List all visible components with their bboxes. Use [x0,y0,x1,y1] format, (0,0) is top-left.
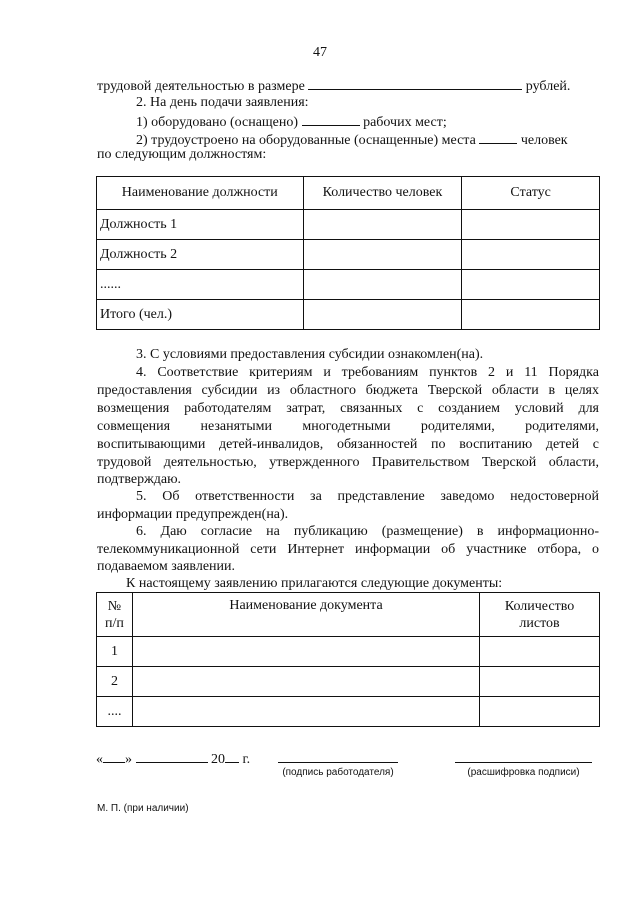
table-row [97,240,600,270]
year-blank [225,749,239,763]
line-salary [97,76,570,95]
table-row [97,270,600,300]
table-row [97,697,600,727]
positions-table [96,176,600,330]
page-number: 47 [313,45,327,60]
documents-header-number: № п/п [97,593,133,637]
salary-blank [308,76,522,90]
item2-1-suffix: рабочих мест; [363,115,447,130]
paragraph-6-line2: телекоммуникационной сети Интернет информации об участнике отбора, о [97,542,599,557]
table-row [97,210,600,240]
documents-cell-number: 1 [97,637,133,667]
table-row [97,637,600,667]
day-blank [103,749,125,763]
workplaces-blank [302,112,360,126]
signature-decoding-caption: (расшифровка подписи) [467,767,580,778]
paragraph-4-last: подтверждаю. [97,472,182,487]
paragraph-4-line5: воспитывающими детей-инвалидов, обязанностей по воспитанию детей с [97,437,599,452]
date-line [96,749,250,768]
documents-cell-number: 2 [97,667,133,697]
employees-blank [479,130,517,144]
documents-table [96,592,600,727]
year-prefix: 20 [211,752,225,767]
paragraph-3: 3. С условиями предоставления субсидии ознакомлен(на). [136,347,484,362]
paragraph-4-line6: трудовой деятельностью, утвержденного Правительством Тверской области, [97,455,599,470]
documents-cell-name [132,637,479,667]
paragraph-4-line2: предоставления субсидии из областного бюджета Тверской области в целях [97,383,599,398]
date-close-quote: » [125,752,132,767]
paragraph-4-line1: 4. Соответствие критериям и требованиям пунктов 2 и 11 Порядка [136,365,599,380]
documents-cell-sheets [480,637,600,667]
positions-header-name: Наименование должности [97,177,304,210]
positions-cell-status [462,210,600,240]
salary-prefix: трудовой деятельностью в размере [97,79,305,94]
paragraph-5-line1: 5. Об ответственности за представление заведомо недостоверной [136,489,599,504]
stamp-note: М. П. (при наличии) [97,803,189,814]
documents-cell-number: .... [97,697,133,727]
month-blank [136,749,208,763]
item2-1-line [136,112,447,131]
item2-2-suffix: человек [520,133,568,148]
positions-cell-name: Должность 1 [97,210,304,240]
paragraph-4-line4: совмещения незанятыми многодетными родителями, родителями, [97,419,599,434]
positions-cell-count [303,270,462,300]
documents-header-name: Наименование документа [132,593,479,637]
signature-decoding-line [455,762,592,763]
item2-heading: 2. На день подачи заявления: [136,95,309,110]
employer-signature-caption: (подпись работодателя) [282,767,394,778]
attachments-intro: К настоящему заявлению прилагаются следующие документы: [126,576,503,591]
documents-cell-name [132,697,479,727]
documents-cell-sheets [480,667,600,697]
positions-cell-status [462,240,600,270]
item2-2-cont: по следующим должностям: [97,147,267,162]
positions-cell-name: Итого (чел.) [97,300,304,330]
table-row [97,667,600,697]
positions-cell-status [462,270,600,300]
documents-header-sheets: Количество листов [480,593,600,637]
documents-cell-sheets [480,697,600,727]
documents-cell-name [132,667,479,697]
salary-suffix: рублей. [525,79,571,94]
positions-cell-count [303,240,462,270]
employer-signature-line [278,762,398,763]
table-row [97,300,600,330]
positions-cell-count [303,210,462,240]
date-open-quote: « [96,752,103,767]
paragraph-6-line1: 6. Даю согласие на публикацию (размещение) в информационно- [136,524,599,539]
paragraph-6-last: подаваемом заявлении. [97,559,236,574]
positions-header-status: Статус [462,177,600,210]
positions-cell-name: Должность 2 [97,240,304,270]
positions-cell-count [303,300,462,330]
item2-2-prefix: 2) трудоустроено на оборудованные (оснащенные) места [136,133,476,148]
year-suffix: г. [242,752,251,767]
paragraph-4-line3: возмещения работодателям затрат, связанных с созданием условий для [97,401,599,416]
paragraph-5-last: информации предупрежден(на). [97,507,289,522]
item2-1-prefix: 1) оборудовано (оснащено) [136,115,299,130]
positions-cell-name: ...... [97,270,304,300]
positions-header-count: Количество человек [303,177,462,210]
positions-cell-status [462,300,600,330]
